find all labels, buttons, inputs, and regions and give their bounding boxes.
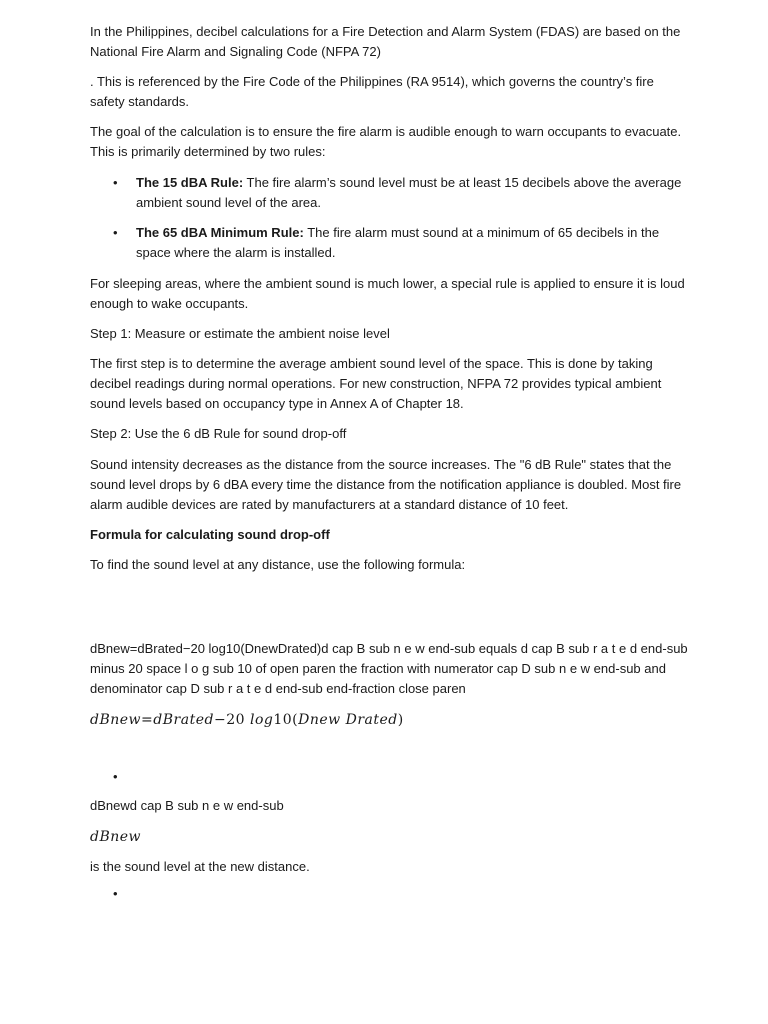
intro-paragraph: In the Philippines, decibel calculations for a Fire Detection and Alarm System (FDAS) are based on the National Fire Alarm and Signaling Code (NFPA 72) (90, 24, 681, 59)
list-item-text (136, 223, 690, 263)
definition-math: dBnew (90, 829, 142, 845)
step2-heading: Step 2: Use the 6 dB Rule for sound drop-off (90, 426, 347, 441)
formula-heading: Formula for calculating sound drop-off (90, 527, 330, 542)
bullet-icon: • (113, 886, 118, 901)
list-item (90, 173, 690, 213)
ambient-paragraph: The first step is to determine the average ambient sound level of the space. This is done by taking decibel readings during normal operations. For new construction, NFPA 72 provides typical ambient sound levels based on occupancy type in Annex A of Chapter 18. (90, 356, 662, 411)
rule-title: The 15 dBA Rule: (136, 175, 244, 190)
rule-description: The fire alarm’s sound level must be at least 15 decibels above the average ambient sound level of the area. (136, 175, 682, 210)
math-lhs: dBnew (90, 712, 142, 728)
bullet-icon: • (113, 769, 118, 784)
definition-description: is the sound level at the new distance. (90, 859, 310, 874)
formula-intro: To find the sound level at any distance, use the following formula: (90, 557, 466, 572)
math-numerator: Dnew (298, 712, 341, 728)
goal-paragraph: The goal of the calculation is to ensure the fire alarm is audible enough to warn occupants to evacuate. This is primarily determined by two rules: (90, 124, 682, 159)
math-equals: = (141, 712, 154, 728)
math-rated: dBrated (153, 712, 214, 728)
formula-math (90, 709, 404, 731)
step1-heading: Step 1: Measure or estimate the ambient noise level (90, 326, 390, 341)
definition-accessible-text: dBnewd cap B sub n e w end-sub (90, 798, 284, 813)
bullet-icon: • (113, 225, 118, 240)
drop-off-paragraph: Sound intensity decreases as the distance from the source increases. The "6 dB Rule" states that the sound level drops by 6 dBA every time the distance from the notification appliance is doubled. Most fire alarm audible devices are rated by manufacturers at a standard distance of 10 feet. (90, 457, 682, 512)
sleeping-areas-paragraph: For sleeping areas, where the ambient sound is much lower, a special rule is applied to ensure it is loud enough to wake occupants. (90, 276, 685, 311)
math-coefficient: 20 (226, 712, 246, 728)
math-denominator: Drated (345, 712, 398, 728)
reference-paragraph: . This is referenced by the Fire Code of the Philippines (RA 9514), which governs the country’s fire safety standards. (90, 74, 654, 109)
rule-title: The 65 dBA Minimum Rule: (136, 225, 304, 240)
list-item (90, 223, 690, 263)
list-item-text (136, 173, 690, 213)
math-close-paren: ) (397, 712, 404, 728)
math-log: log (249, 712, 274, 728)
formula-accessible-text: dBnew=dBrated−20 log10(DnewDrated)d cap B sub n e w end-sub equals d cap B sub r a t e d end-sub minus 20 space l o g sub 10 of open paren the fraction with numerator cap D sub n e w end-sub and denominator cap D sub r a t e d end-sub end-fraction close paren (90, 641, 688, 696)
math-minus: − (213, 712, 227, 728)
bullet-icon: • (113, 175, 118, 190)
math-log-base: 10 (273, 712, 293, 728)
rule-description: The fire alarm must sound at a minimum of 65 decibels in the space where the alarm is installed. (136, 225, 660, 260)
math-open-paren: ( (292, 712, 299, 728)
